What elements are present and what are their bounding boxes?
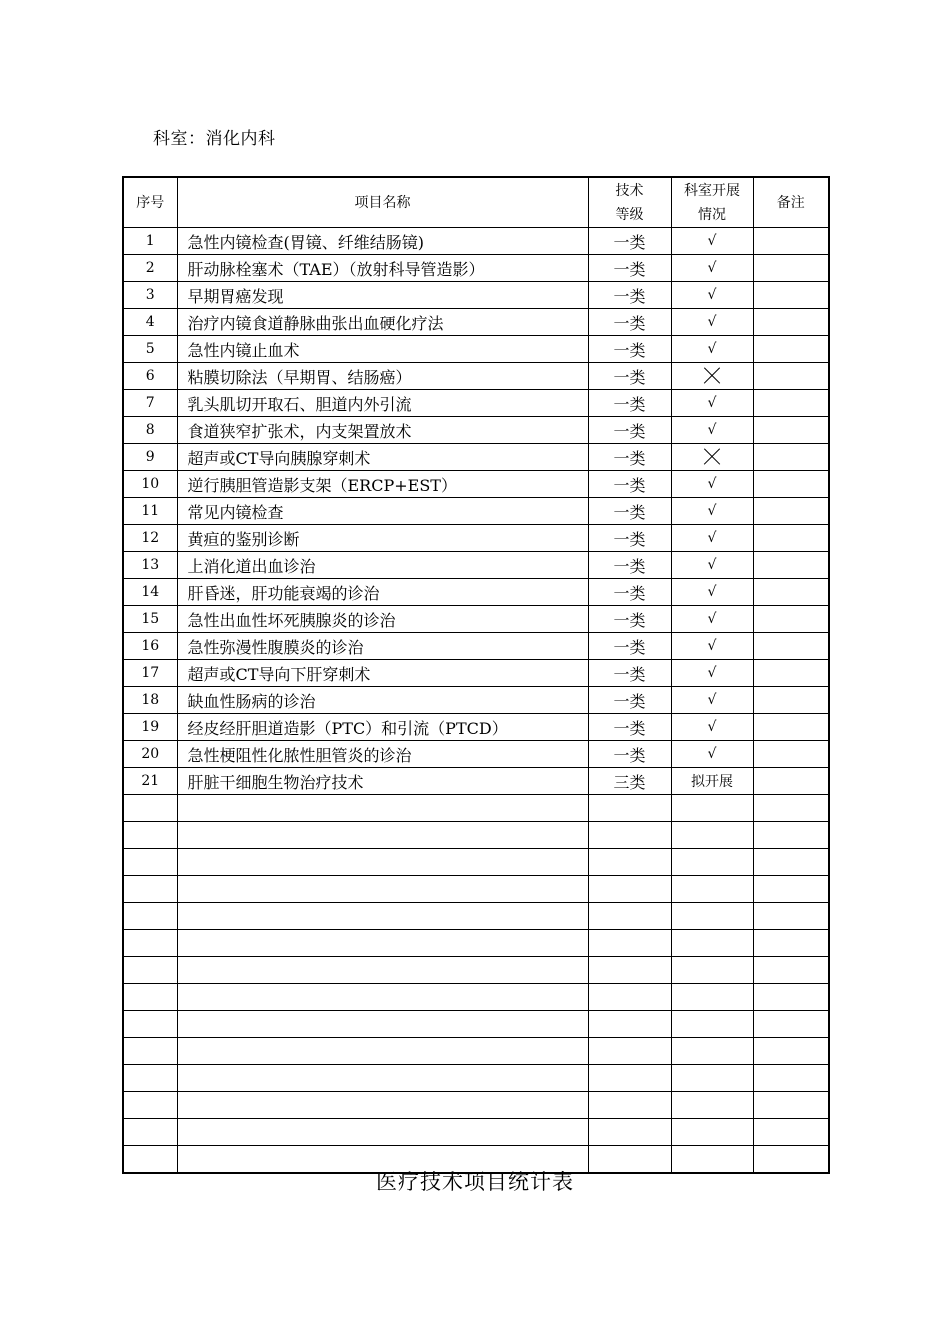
row-number: 18 (123, 687, 177, 714)
department-label: 科室：消化内科 (153, 129, 276, 149)
row-number (123, 903, 177, 930)
row-status (671, 363, 753, 390)
row-project-name: 早期胃癌发现 (177, 282, 588, 309)
row-status (671, 984, 753, 1011)
row-project-name: 肝动脉栓塞术（TAE）（放射科导管造影） (177, 255, 588, 282)
row-note (753, 660, 829, 687)
row-tech-grade: 一类 (588, 687, 671, 714)
header-status (671, 177, 753, 228)
header-grade (588, 177, 671, 228)
table-row (123, 660, 829, 687)
table-row (123, 363, 829, 390)
row-status: 拟开展 (671, 768, 753, 795)
row-project-name (177, 1119, 588, 1146)
row-tech-grade: 一类 (588, 444, 671, 471)
check-mark-icon: √ (707, 503, 717, 519)
row-tech-grade (588, 1092, 671, 1119)
row-project-name (177, 795, 588, 822)
row-status (671, 687, 753, 714)
check-mark-icon: √ (707, 395, 717, 411)
row-status (671, 957, 753, 984)
row-number: 10 (123, 471, 177, 498)
row-project-name: 肝脏干细胞生物治疗技术 (177, 768, 588, 795)
row-note (753, 768, 829, 795)
tech-project-table (122, 176, 830, 1174)
row-note (753, 282, 829, 309)
row-number: 14 (123, 579, 177, 606)
check-mark-icon: √ (707, 746, 717, 762)
row-project-name: 经皮经肝胆道造影（PTC）和引流（PTCD） (177, 714, 588, 741)
check-mark-icon: √ (707, 665, 717, 681)
row-project-name (177, 1065, 588, 1092)
row-number: 4 (123, 309, 177, 336)
row-project-name: 常见内镜检查 (177, 498, 588, 525)
check-mark-icon: √ (707, 260, 717, 276)
row-number (123, 957, 177, 984)
row-tech-grade (588, 1038, 671, 1065)
row-number (123, 876, 177, 903)
row-note (753, 687, 829, 714)
header-no: 序号 (123, 177, 177, 228)
row-project-name (177, 1092, 588, 1119)
row-status (671, 714, 753, 741)
row-status (671, 1065, 753, 1092)
row-note (753, 930, 829, 957)
row-tech-grade (588, 795, 671, 822)
row-tech-grade (588, 930, 671, 957)
row-tech-grade (588, 984, 671, 1011)
row-project-name (177, 822, 588, 849)
row-number (123, 984, 177, 1011)
row-number: 19 (123, 714, 177, 741)
row-note (753, 1065, 829, 1092)
table-row (123, 687, 829, 714)
row-number: 5 (123, 336, 177, 363)
row-tech-grade: 一类 (588, 336, 671, 363)
row-number (123, 1092, 177, 1119)
row-tech-grade (588, 1065, 671, 1092)
table-row (123, 714, 829, 741)
row-project-name: 急性弥漫性腹膜炎的诊治 (177, 633, 588, 660)
row-number (123, 1011, 177, 1038)
table-row (123, 849, 829, 876)
table-row (123, 255, 829, 282)
row-tech-grade: 一类 (588, 255, 671, 282)
row-tech-grade: 一类 (588, 660, 671, 687)
row-status (671, 795, 753, 822)
row-number (123, 1119, 177, 1146)
row-tech-grade: 一类 (588, 552, 671, 579)
header-name: 项目名称 (177, 177, 588, 228)
row-note (753, 579, 829, 606)
table-row (123, 444, 829, 471)
row-number (123, 1065, 177, 1092)
row-number (123, 795, 177, 822)
row-project-name: 食道狭窄扩张术，内支架置放术 (177, 417, 588, 444)
table-row (123, 336, 829, 363)
row-number: 9 (123, 444, 177, 471)
row-note (753, 471, 829, 498)
row-project-name: 粘膜切除法（早期胃、结肠癌） (177, 363, 588, 390)
table-header-row (123, 177, 829, 228)
row-note (753, 417, 829, 444)
row-tech-grade: 一类 (588, 228, 671, 255)
row-note (753, 228, 829, 255)
check-mark-icon: √ (707, 584, 717, 600)
table-row (123, 768, 829, 795)
row-project-name (177, 1011, 588, 1038)
row-number (123, 849, 177, 876)
row-project-name: 肝昏迷，肝功能衰竭的诊治 (177, 579, 588, 606)
row-note (753, 714, 829, 741)
table-row (123, 930, 829, 957)
row-number: 2 (123, 255, 177, 282)
table-row (123, 1038, 829, 1065)
row-tech-grade: 一类 (588, 525, 671, 552)
row-tech-grade: 一类 (588, 498, 671, 525)
row-number: 16 (123, 633, 177, 660)
row-project-name: 急性内镜检查(胃镜、纤维结肠镜) (177, 228, 588, 255)
row-tech-grade: 一类 (588, 309, 671, 336)
row-note (753, 1092, 829, 1119)
row-note (753, 903, 829, 930)
row-tech-grade (588, 903, 671, 930)
row-status (671, 552, 753, 579)
table-row (123, 552, 829, 579)
row-status (671, 228, 753, 255)
row-tech-grade: 一类 (588, 390, 671, 417)
row-status (671, 930, 753, 957)
row-project-name: 乳头肌切开取石、胆道内外引流 (177, 390, 588, 417)
row-number: 15 (123, 606, 177, 633)
row-tech-grade (588, 822, 671, 849)
row-status (671, 336, 753, 363)
row-note (753, 984, 829, 1011)
check-mark-icon: √ (707, 341, 717, 357)
row-status (671, 741, 753, 768)
table-row (123, 903, 829, 930)
row-tech-grade: 三类 (588, 768, 671, 795)
header-status-line1: 科室开展 (684, 182, 740, 199)
row-project-name (177, 849, 588, 876)
table-row (123, 822, 829, 849)
table-row (123, 498, 829, 525)
check-mark-icon: √ (707, 530, 717, 546)
row-tech-grade (588, 1011, 671, 1038)
row-note (753, 876, 829, 903)
row-number: 11 (123, 498, 177, 525)
table-row (123, 309, 829, 336)
table-row (123, 957, 829, 984)
row-project-name: 超声或CT导向下肝穿刺术 (177, 660, 588, 687)
table-row (123, 633, 829, 660)
row-number: 6 (123, 363, 177, 390)
row-note (753, 552, 829, 579)
row-status (671, 525, 753, 552)
row-status (671, 282, 753, 309)
check-mark-icon: √ (707, 557, 717, 573)
header-status-line2: 情况 (698, 206, 726, 223)
row-status (671, 390, 753, 417)
page-title: 医疗技术项目统计表 (376, 1170, 574, 1194)
row-note (753, 822, 829, 849)
row-project-name: 逆行胰胆管造影支架（ERCP+EST） (177, 471, 588, 498)
row-status (671, 498, 753, 525)
row-tech-grade: 一类 (588, 633, 671, 660)
row-note (753, 363, 829, 390)
check-mark-icon: √ (707, 314, 717, 330)
row-tech-grade: 一类 (588, 579, 671, 606)
row-note (753, 849, 829, 876)
row-note (753, 633, 829, 660)
row-tech-grade: 一类 (588, 606, 671, 633)
row-number: 7 (123, 390, 177, 417)
row-status (671, 309, 753, 336)
table-row (123, 606, 829, 633)
row-number (123, 822, 177, 849)
row-note (753, 309, 829, 336)
cross-mark-icon (703, 367, 721, 385)
row-status (671, 1011, 753, 1038)
row-status (671, 471, 753, 498)
row-status (671, 903, 753, 930)
row-number: 8 (123, 417, 177, 444)
check-mark-icon: √ (707, 692, 717, 708)
row-note (753, 1038, 829, 1065)
row-note (753, 525, 829, 552)
row-project-name: 上消化道出血诊治 (177, 552, 588, 579)
row-number: 12 (123, 525, 177, 552)
row-number: 21 (123, 768, 177, 795)
table-row (123, 390, 829, 417)
row-project-name (177, 957, 588, 984)
check-mark-icon: √ (707, 611, 717, 627)
row-status (671, 579, 753, 606)
row-note (753, 606, 829, 633)
row-tech-grade (588, 876, 671, 903)
table-row (123, 795, 829, 822)
row-number: 13 (123, 552, 177, 579)
row-tech-grade: 一类 (588, 282, 671, 309)
row-note (753, 1011, 829, 1038)
row-number: 3 (123, 282, 177, 309)
table-row (123, 579, 829, 606)
row-status (671, 876, 753, 903)
row-note (753, 255, 829, 282)
check-mark-icon: √ (707, 719, 717, 735)
row-status (671, 1119, 753, 1146)
row-project-name: 急性内镜止血术 (177, 336, 588, 363)
row-status (671, 417, 753, 444)
row-number: 20 (123, 741, 177, 768)
row-note (753, 741, 829, 768)
row-project-name (177, 903, 588, 930)
table-row (123, 1065, 829, 1092)
header-note: 备注 (753, 177, 829, 228)
check-mark-icon: √ (707, 287, 717, 303)
row-tech-grade (588, 957, 671, 984)
row-project-name: 缺血性肠病的诊治 (177, 687, 588, 714)
table-row (123, 1011, 829, 1038)
check-mark-icon: √ (707, 638, 717, 654)
table-row (123, 282, 829, 309)
row-status (671, 444, 753, 471)
table-row (123, 984, 829, 1011)
row-project-name: 治疗内镜食道静脉曲张出血硬化疗法 (177, 309, 588, 336)
row-project-name (177, 1038, 588, 1065)
table-row (123, 525, 829, 552)
row-tech-grade (588, 1119, 671, 1146)
row-project-name (177, 930, 588, 957)
header-grade-line2: 等级 (615, 206, 644, 223)
row-project-name: 急性出血性坏死胰腺炎的诊治 (177, 606, 588, 633)
row-status (671, 606, 753, 633)
row-status (671, 633, 753, 660)
header-grade-line1: 技术 (615, 182, 644, 199)
row-note (753, 390, 829, 417)
table-row (123, 471, 829, 498)
row-number: 1 (123, 228, 177, 255)
row-note (753, 957, 829, 984)
row-note (753, 795, 829, 822)
check-mark-icon: √ (707, 422, 717, 438)
row-project-name: 黄疸的鉴别诊断 (177, 525, 588, 552)
table-row (123, 741, 829, 768)
table-row (123, 1119, 829, 1146)
row-number (123, 930, 177, 957)
row-status (671, 849, 753, 876)
row-note (753, 498, 829, 525)
row-project-name (177, 876, 588, 903)
row-tech-grade: 一类 (588, 471, 671, 498)
row-note (753, 1119, 829, 1146)
row-project-name: 超声或CT导向胰腺穿刺术 (177, 444, 588, 471)
row-tech-grade (588, 849, 671, 876)
table-row (123, 1092, 829, 1119)
row-number: 17 (123, 660, 177, 687)
row-tech-grade: 一类 (588, 741, 671, 768)
row-project-name (177, 984, 588, 1011)
row-note (753, 336, 829, 363)
row-status (671, 660, 753, 687)
cross-mark-icon (703, 448, 721, 466)
row-project-name: 急性梗阻性化脓性胆管炎的诊治 (177, 741, 588, 768)
row-status (671, 255, 753, 282)
table-row (123, 228, 829, 255)
row-status (671, 1092, 753, 1119)
row-number (123, 1038, 177, 1065)
table-row (123, 876, 829, 903)
table-row (123, 417, 829, 444)
row-tech-grade: 一类 (588, 363, 671, 390)
table-body (123, 228, 829, 1174)
row-status (671, 822, 753, 849)
row-tech-grade: 一类 (588, 714, 671, 741)
check-mark-icon: √ (707, 476, 717, 492)
row-status (671, 1038, 753, 1065)
row-note (753, 444, 829, 471)
check-mark-icon: √ (707, 233, 717, 249)
row-tech-grade: 一类 (588, 417, 671, 444)
